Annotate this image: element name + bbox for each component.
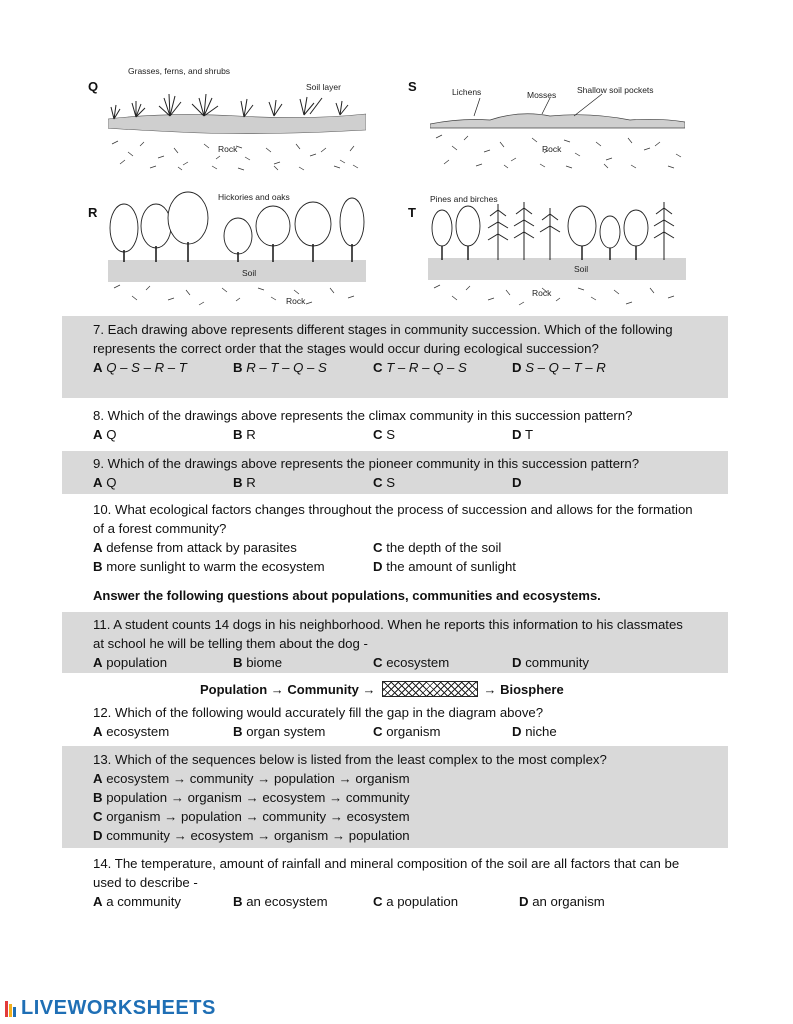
figure-s-label-rock: Rock (542, 144, 562, 154)
figure-q-label-plants: Grasses, ferns, and shrubs (128, 66, 231, 76)
question-11-option-a[interactable]: A population (93, 655, 168, 670)
question-11-option-c[interactable]: C ecosystem (373, 655, 450, 670)
hierarchy-diagram (200, 681, 564, 697)
question-8 (62, 406, 728, 444)
hierarchy-diagram-right: → Biosphere (483, 681, 564, 697)
question-13-option-c[interactable]: C organism → population → community → ecosystem (93, 809, 410, 824)
figure-t-label-rock: Rock (532, 288, 552, 298)
question-8-option-c[interactable]: C S (373, 427, 395, 442)
question-14-option-b[interactable]: B an ecosystem (233, 894, 328, 909)
question-10-option-d[interactable]: D the amount of sunlight (373, 559, 516, 574)
question-7-option-b[interactable]: B R – T – Q – S (233, 360, 327, 375)
question-7-text: 7. Each drawing above represents different stages in community succession. Which of the following represents the correct order that the stages would occur during ecological succession? (93, 322, 673, 356)
question-12 (62, 703, 728, 741)
question-7-option-c[interactable]: C T – R – Q – S (373, 360, 467, 375)
question-10-text: 10. What ecological factors changes throughout the process of succession and allows for the formation of a forest community? (93, 502, 693, 536)
question-10 (62, 500, 728, 576)
question-12-option-b[interactable]: B organ system (233, 724, 326, 739)
question-12-text: 12. Which of the following would accurately fill the gap in the diagram above? (93, 705, 544, 720)
question-11-option-b[interactable]: B biome (233, 655, 283, 670)
question-13-option-b[interactable]: B population → organism → ecosystem → community (93, 790, 410, 805)
question-9-option-b[interactable]: B R (233, 475, 256, 490)
question-8-option-b[interactable]: B R (233, 427, 256, 442)
question-10-option-a[interactable]: A defense from attack by parasites (93, 540, 297, 555)
figure-letter-s: S (408, 79, 417, 94)
figure-t-label-trees: Pines and birches (430, 194, 498, 204)
question-9-text: 9. Which of the drawings above represents the pioneer community in this succession pattern? (93, 456, 640, 471)
question-8-option-a[interactable]: A Q (93, 427, 117, 442)
question-13-option-d[interactable]: D community → ecosystem → organism → population (93, 828, 410, 843)
question-10-option-b[interactable]: B more sunlight to warm the ecosystem (93, 559, 325, 574)
logo-text: LIVEWORKSHEETS (21, 997, 216, 1019)
question-8-text: 8. Which of the drawings above represents the climax community in this succession pattern? (93, 408, 633, 423)
question-13 (62, 746, 728, 848)
hierarchy-diagram-left: Population → Community → (200, 681, 376, 697)
figure-r-label-trees: Hickories and oaks (218, 192, 290, 202)
question-9-option-a[interactable]: A Q (93, 475, 117, 490)
question-13-text: 13. Which of the sequences below is listed from the least complex to the most complex? (93, 752, 607, 767)
hierarchy-gap-box (382, 681, 478, 697)
figure-s-lichens-mosses (430, 80, 685, 172)
figure-letter-q: Q (88, 79, 99, 94)
question-14-option-a[interactable]: A a community (93, 894, 181, 909)
figure-s-label-soil-pockets: Shallow soil pockets (577, 85, 654, 95)
figure-s-label-lichens: Lichens (452, 87, 482, 97)
question-12-option-c[interactable]: C organism (373, 724, 441, 739)
question-12-option-a[interactable]: A ecosystem (93, 724, 170, 739)
liveworksheets-logo (4, 997, 216, 1020)
question-14-text: 14. The temperature, amount of rainfall and mineral composition of the soil are all factors that can be used to describe - (93, 856, 680, 890)
question-14-option-d[interactable]: D an organism (519, 894, 605, 909)
figure-q-grasses-shrubs (108, 64, 366, 174)
question-14 (62, 854, 728, 911)
question-9-option-c[interactable]: C S (373, 475, 395, 490)
question-11-text: 11. A student counts 14 dogs in his neighborhood. When he reports this information to his classmates at school he will be telling them about the dog - (93, 617, 683, 651)
question-7-option-d[interactable]: D S – Q – T – R (512, 360, 606, 375)
question-11-option-d[interactable]: D community (512, 655, 589, 670)
question-14-option-c[interactable]: C a population (373, 894, 459, 909)
figure-letter-t: T (408, 205, 416, 220)
figure-letter-r: R (88, 205, 98, 220)
section-heading: Answer the following questions about populations, communities and ecosystems. (93, 588, 601, 603)
logo-icon (4, 1000, 18, 1018)
figure-q-label-rock: Rock (218, 144, 238, 154)
figure-s-label-mosses: Mosses (527, 90, 557, 100)
question-9-option-d[interactable]: D (512, 475, 522, 490)
figure-r-hickories-oaks (108, 188, 366, 308)
question-8-option-d[interactable]: D T (512, 427, 534, 442)
figure-q-label-soil: Soil layer (306, 82, 341, 92)
question-11 (62, 612, 728, 673)
question-7 (62, 316, 728, 398)
question-12-option-d[interactable]: D niche (512, 724, 557, 739)
question-9 (62, 451, 728, 494)
figure-t-pines-birches (428, 190, 686, 310)
question-10-option-c[interactable]: C the depth of the soil (373, 540, 502, 555)
question-7-option-a[interactable]: A Q – S – R – T (93, 360, 187, 375)
figure-t-label-soil: Soil (574, 264, 589, 274)
figure-r-label-rock: Rock (286, 296, 306, 306)
question-13-option-a[interactable]: A ecosystem → community → population → organism (93, 771, 410, 786)
figure-r-label-soil: Soil (242, 268, 257, 278)
